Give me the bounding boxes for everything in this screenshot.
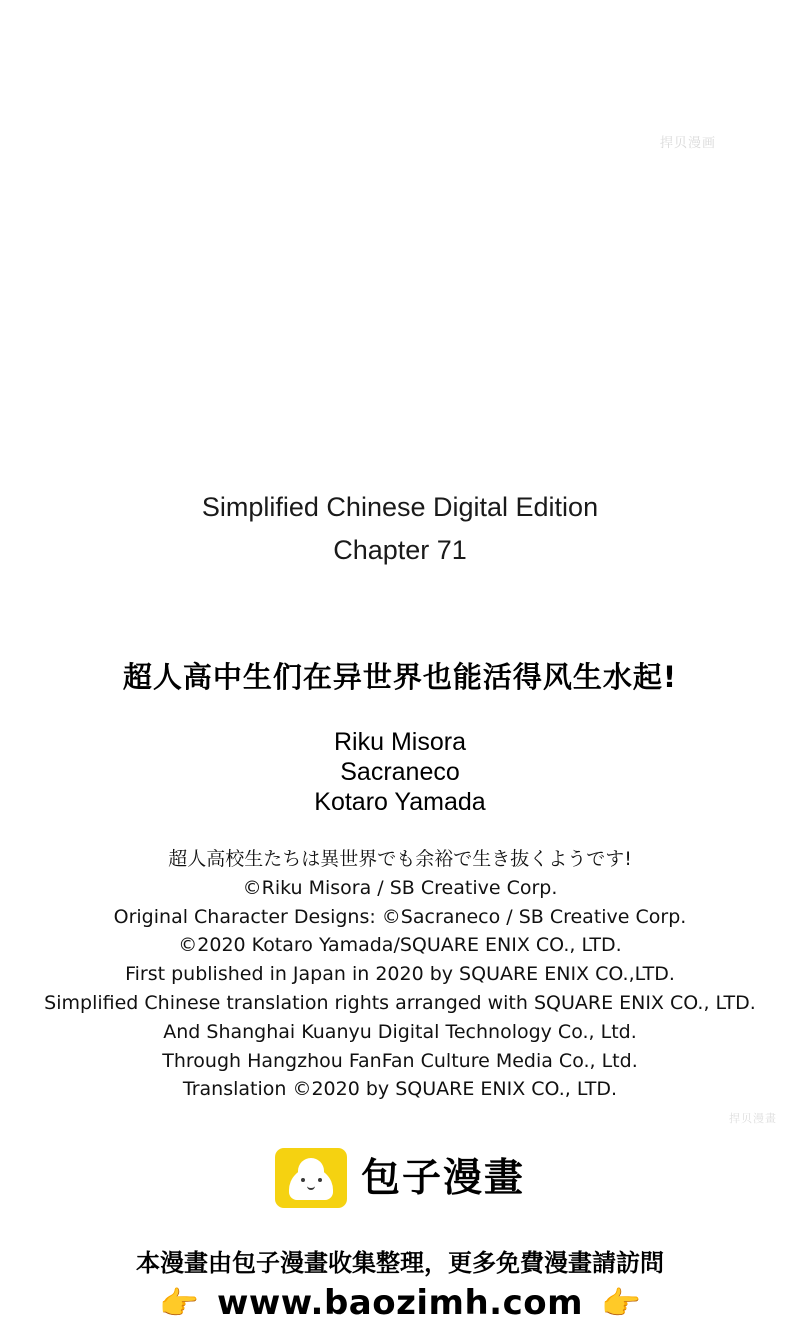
chapter-label: Chapter 71: [333, 535, 467, 565]
brand-name: 包子漫畫: [360, 1155, 525, 1201]
credit-artist: Kotaro Yamada: [314, 788, 486, 816]
site-url[interactable]: www.baozimh.com: [216, 1283, 584, 1323]
legal-line-8: Translation ©2020 by SQUARE ENIX CO., LTD.: [182, 1078, 618, 1101]
watermark-bottom: 捍贝漫畫: [729, 1112, 777, 1125]
credit-author: Riku Misora: [334, 728, 466, 756]
legal-line-5: Simplified Chinese translation rights arranged with SQUARE ENIX CO., LTD.: [44, 991, 756, 1014]
credit-character-designer: Sacraneco: [340, 758, 460, 786]
pointing-hand-left-icon: 👉: [159, 1285, 199, 1321]
edition-label: Simplified Chinese Digital Edition: [201, 492, 599, 522]
legal-line-1: ©Riku Misora / SB Creative Corp.: [242, 876, 558, 899]
legal-line-6: And Shanghai Kuanyu Digital Technology Co., Ltd.: [163, 1020, 637, 1043]
legal-block: [0, 845, 800, 1104]
watermark-top: 捍贝漫画: [660, 136, 717, 151]
pointing-hand-right-icon: 👉: [601, 1285, 641, 1321]
footer-note: 本漫畫由包子漫畫收集整理，更多免費漫畫請訪問: [136, 1249, 664, 1277]
legal-line-2: Original Character Designs: ©Sacraneco / SB Creative Corp.: [113, 905, 687, 928]
legal-line-3: ©2020 Kotaro Yamada/SQUARE ENIX CO., LTD.: [178, 934, 622, 957]
series-title-chinese: 超人高中生们在异世界也能活得风生水起!: [122, 660, 678, 694]
brand-logo-row: [0, 1148, 800, 1208]
footer-url-row[interactable]: [0, 1283, 800, 1323]
legal-line-japanese-title: 超人高校生たちは異世界でも余裕で生き抜くようです!: [168, 848, 632, 870]
legal-line-7: Through Hangzhou FanFan Culture Media Co., Ltd.: [162, 1049, 638, 1072]
legal-line-4: First published in Japan in 2020 by SQUARE ENIX CO.,LTD.: [125, 963, 675, 986]
edition-title-block: [0, 490, 800, 575]
baozi-bun-icon: [275, 1148, 347, 1208]
credits-block: [0, 727, 800, 817]
